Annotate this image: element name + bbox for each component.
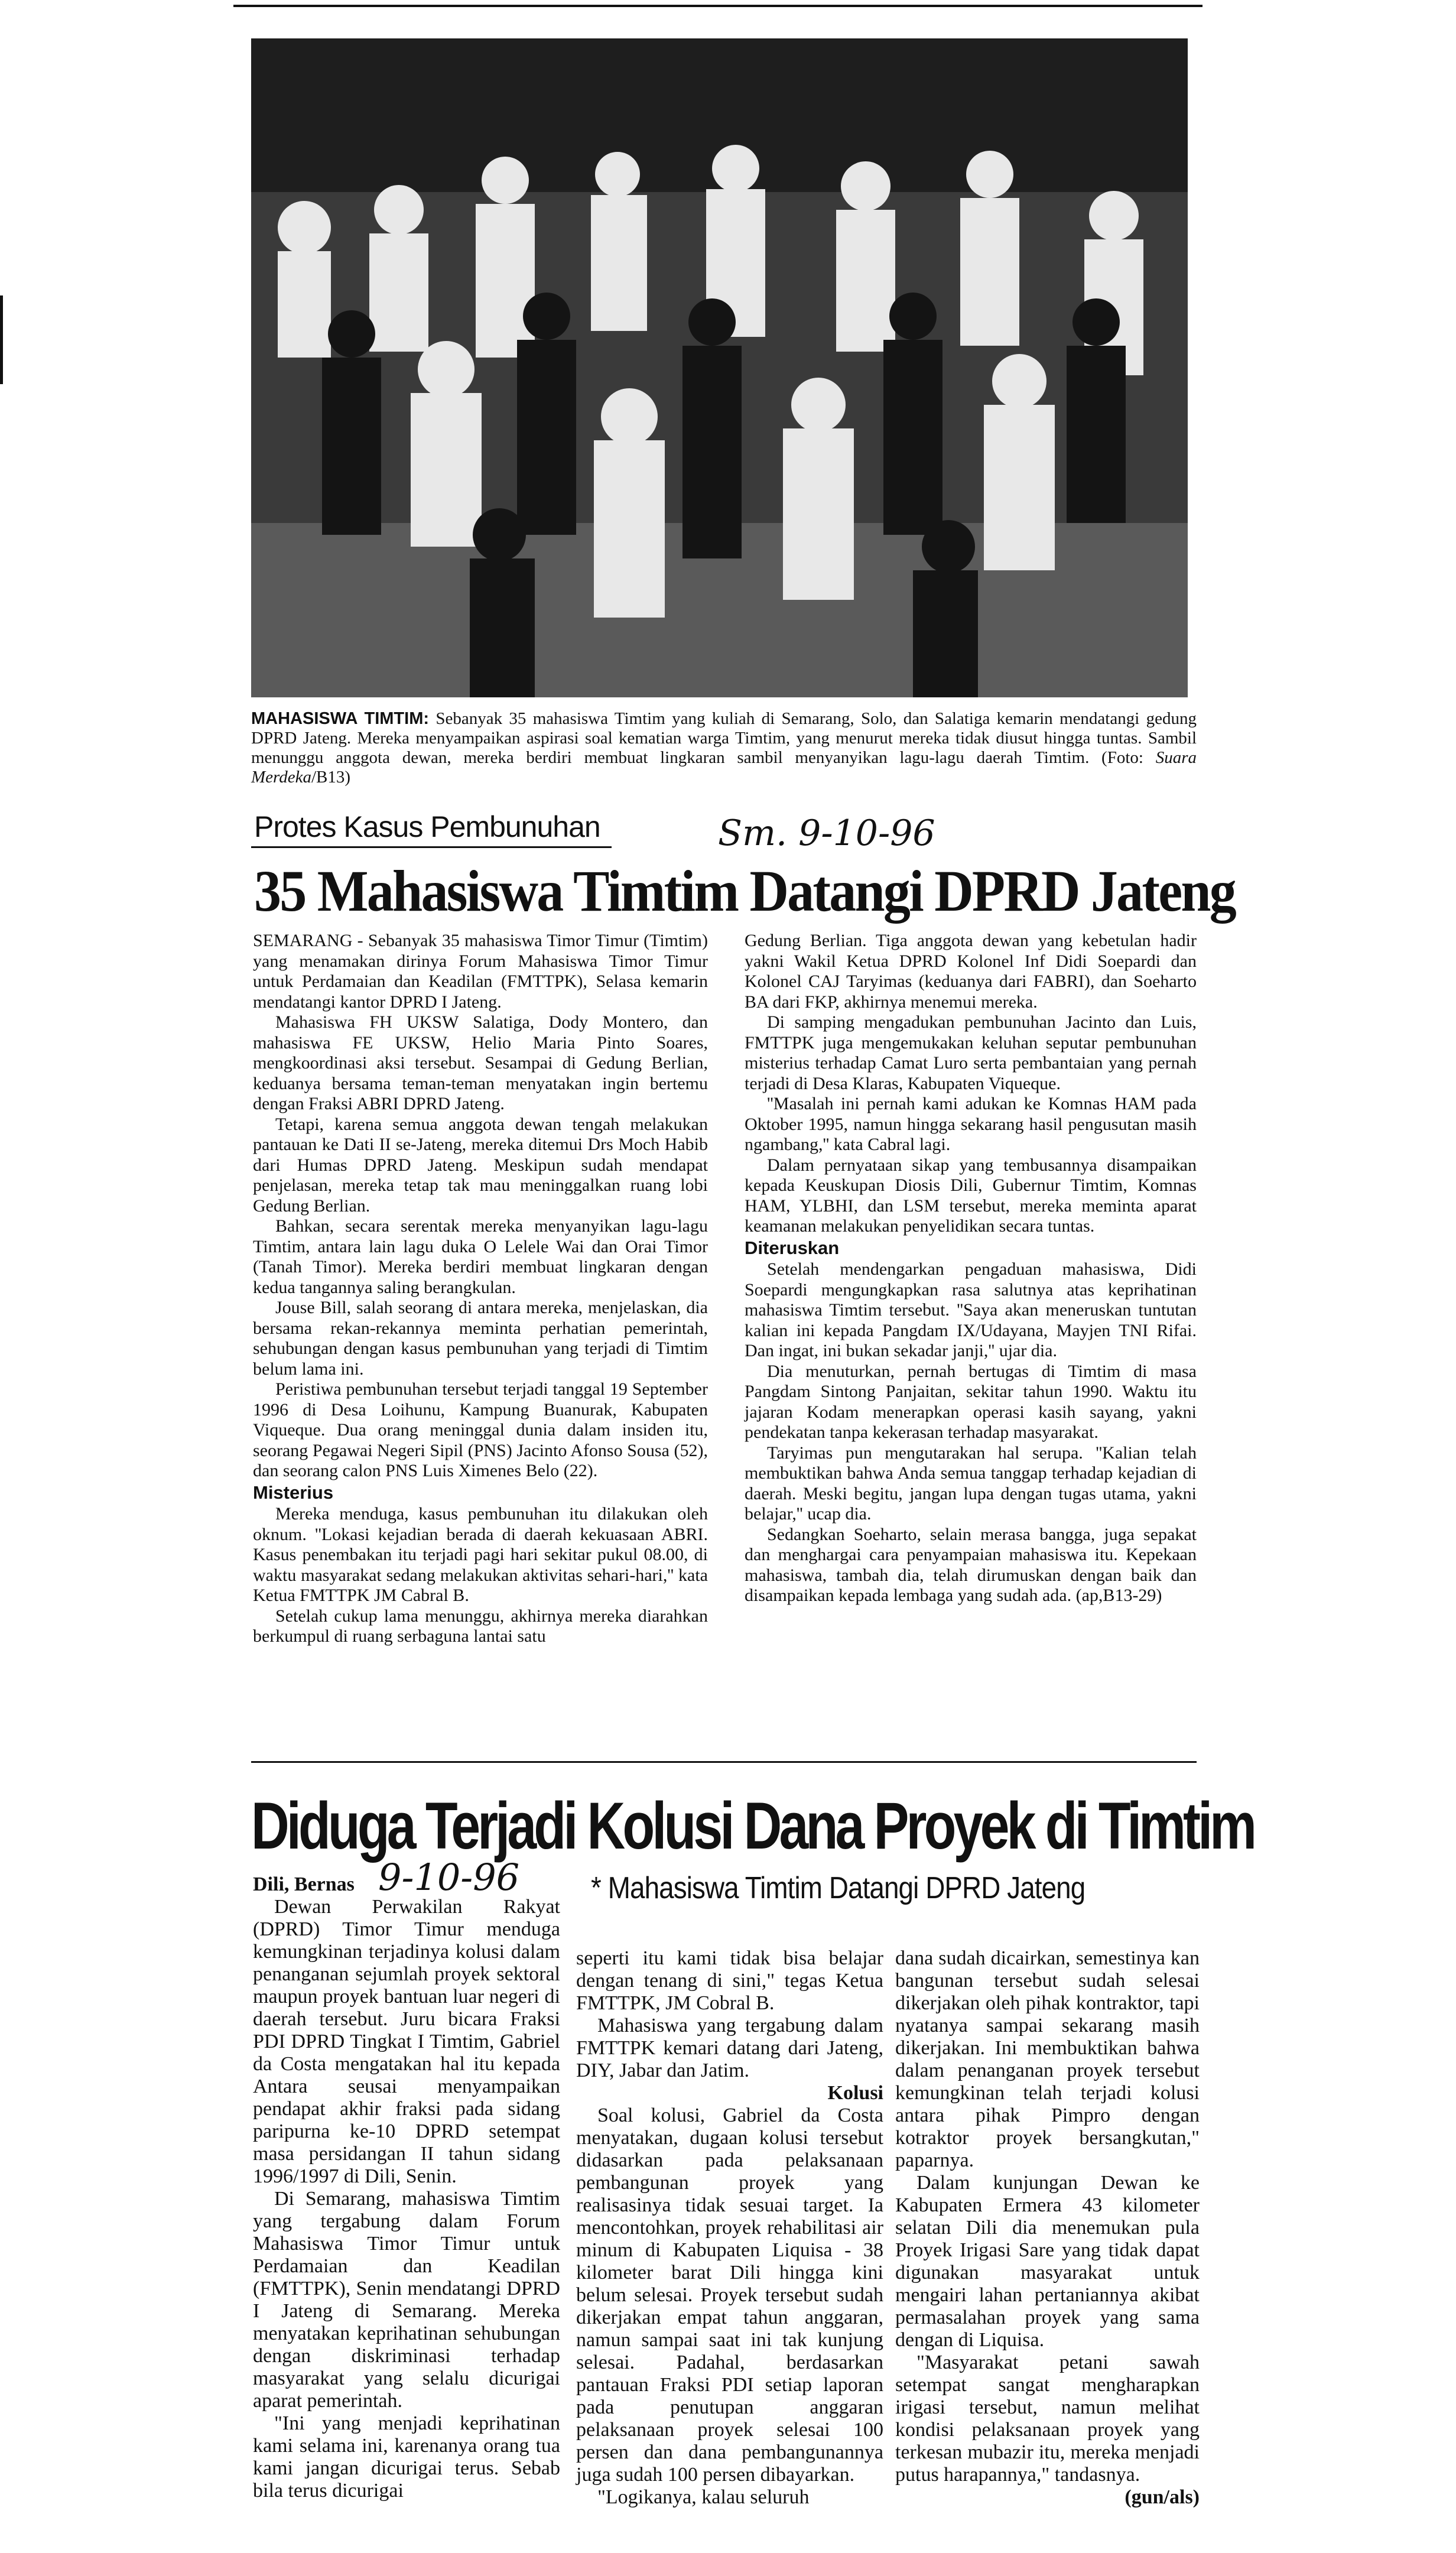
article2-headline: Diduga Terjadi Kolusi Dana Proyek di Timtim [251, 1789, 1254, 1863]
article2-subhead: * Mahasiswa Timtim Datangi DPRD Jateng [591, 1871, 1086, 1905]
caption-source: Suara Merdeka [251, 748, 1197, 787]
paragraph: Dalam pernyataan sikap yang tembusannya disampaikan kepada Keuskupan Diosis Dili, Gubernur Timtim, Komnas HAM, YLBHI, dan LSM tersebut, mereka meminta aparat keamanan melakukan penyelidikan secara tuntas. [745, 1155, 1197, 1236]
article1-kicker: Protes Kasus Pembunuhan [254, 810, 600, 843]
paragraph: Di Semarang, mahasiswa Timtim yang tergabung dalam Forum Mahasiswa Timor Timur untuk Perdamaian dan Keadilan (FMTTPK), Senin mendatangi DPRD I Jateng di Semarang. Mereka menyatakan keprihatinan sehubungan dengan diskriminasi terhadap masyarakat yang selalu dicurigai aparat pemerintah. [253, 2188, 560, 2412]
paragraph: Di samping mengadukan pembunuhan Jacinto dan Luis, FMTTPK juga mengemukakan keluhan seputar pembunuhan misterius terhadap Camat Luro serta pembantaian yang pernah terjadi di Desa Klaras, Kabupaten Viqueque. [745, 1012, 1197, 1093]
photo-crowd-image [251, 38, 1188, 697]
caption-text: Sebanyak 35 mahasiswa Timtim yang kuliah di Semarang, Solo, dan Salatiga kemarin mendatangi gedung DPRD Jateng. Mereka menyampaikan aspirasi soal kematian warga Timtim, yang menurut mereka tidak diusut hingga tuntas. Sambil menunggu anggota dewan, mereka berdiri membuat lingkaran sambil menyanyikan lagu-lagu daerah Timtim. (Foto: [251, 709, 1197, 767]
article2-column-2 [576, 1947, 883, 2509]
paragraph: dana sudah dicairkan, semestinya kan bangunan tersebut sudah selesai dikerjakan oleh pihak kontraktor, tapi nyatanya sampai sekarang masih dikerjakan. Ini membuktikan bahwa dalam penanganan proyek tersebut kemungkinan telah terjadi kolusi antara pihak Pimpro dengan kotraktor proyek bersangkutan," paparnya. [895, 1947, 1200, 2171]
paragraph: Mahasiswa yang tergabung dalam FMTTPK kemari datang dari Jateng, DIY, Jabar dan Jatim. [576, 2015, 883, 2081]
caption-code: /B13) [311, 768, 351, 787]
photo-caption [251, 709, 1197, 787]
paragraph: Dia menuturkan, pernah bertugas di Timtim di masa Pangdam Sintong Panjaitan, sekitar tahun 1990. Waktu itu jajaran Kodam menerapkan operasi kasih sayang, yakni pendekatan tanpa kekerasan terhadap masyarakat. [745, 1361, 1197, 1442]
paragraph: Mahasiswa FH UKSW Salatiga, Dody Montero, dan mahasiswa FE UKSW, Helio Maria Pinto Soares, mengkoordinasi aksi tersebut. Sesampai di Gedung Berlian, keduanya bersama teman-teman menyatakan ingin bertemu dengan Fraksi ABRI DPRD Jateng. [253, 1012, 708, 1113]
paragraph: seperti itu kami tidak bisa belajar dengan tenang di sini," tegas Ketua FMTTPK, JM Cobral B. [576, 1947, 883, 2014]
paragraph: Soal kolusi, Gabriel da Costa menyatakan, dugaan kolusi tersebut didasarkan pada pelaksanaan pembangunan proyek yang realisasinya tidak sesuai target. Ia mencontohkan, proyek rehabilitasi air minum di Kabupaten Liquisa - 38 kilometer barat Dili hingga kini belum selesai. Proyek tersebut sudah dikerjakan empat tahun anggaran, namun sampai saat ini tak kunjung selesai. Padahal, berdasarkan pantauan Fraksi PDI setiap laporan pada penutupan anggaran pelaksanaan proyek selesai 100 persen dan dana pembangunannya juga sudah 100 persen dibayarkan. [576, 2104, 883, 2486]
paragraph: Jouse Bill, salah seorang di antara mereka, menjelaskan, dia bersama rekan-rekannya meminta perhatian pemerintah, sehubungan dengan kasus pembunuhan yang terjadi di Timtim belum lama ini. [253, 1298, 708, 1379]
paragraph: ''Masalah ini pernah kami adukan ke Komnas HAM pada Oktober 1995, namun hingga sekarang hasil pengusutan masih ngambang,'' kata Cabral lagi. [745, 1094, 1197, 1154]
paragraph: Tetapi, karena semua anggota dewan tengah melakukan pantauan ke Dati II se-Jateng, mereka ditemui Drs Moch Habib dari Humas DPRD Jateng. Meskipun sudah mendapat penjelasan, mereka tetap tak mau meninggalkan ruang lobi Gedung Berlian. [253, 1114, 708, 1216]
news-photo [251, 38, 1188, 697]
caption-lead: MAHASISWA TIMTIM: [251, 709, 430, 728]
byline-code: (gun/als) [1124, 2486, 1200, 2508]
article1-headline: 35 Mahasiswa Timtim Datangi DPRD Jateng [254, 858, 1235, 924]
subheading-kolusi: Kolusi [827, 2082, 883, 2104]
paragraph: Sedangkan Soeharto, selain merasa bangga, juga sepakat dan menghargai cara penyampaian mahasiswa itu. Kepekaan mahasiswa, tambah dia, telah dirumuskan dengan baik dan disampaikan kepada lembaga yang sudah ada. (ap,B13-29) [745, 1524, 1197, 1605]
paragraph: Dalam kunjungan Dewan ke Kabupaten Ermera 43 kilometer selatan Dili dia menemukan pula Proyek Irigasi Sare yang tidak dapat digunakan masyarakat untuk mengairi lahan pertaniannya akibat permasalahan proyek yang sama dengan di Liquisa. [895, 2172, 1200, 2351]
paragraph: SEMARANG - Sebanyak 35 mahasiswa Timor Timur (Timtim) yang menamakan dirinya Forum Mahasiswa Timor Timur untuk Perdamaian dan Keadilan (FMTTPK), Selasa kemarin mendatangi kantor DPRD I Jateng. [253, 931, 708, 1012]
subheading-diteruskan: Diteruskan [745, 1237, 840, 1258]
paragraph: Gedung Berlian. Tiga anggota dewan yang kebetulan hadir yakni Wakil Ketua DPRD Kolonel Inf Didi Soepardi dan Kolonel CAJ Taryimas (keduanya dari FABRI), dan Soeharto BA dari FKP, akhirnya menemui mereka. [745, 931, 1197, 1012]
paragraph: Peristiwa pembunuhan tersebut terjadi tanggal 19 September 1996 di Desa Loihunu, Kampung Buanurak, Kabupaten Viqueque. Dua orang meninggal dunia dalam insiden itu, seorang Pegawai Negeri Sipil (PNS) Jacinto Afonso Sousa (52), dan seorang calon PNS Luis Ximenes Belo (22). [253, 1379, 708, 1480]
left-scan-mark [0, 295, 3, 384]
paragraph: "Masyarakat petani sawah setempat sangat mengharapkan irigasi tersebut, namun melihat kondisi pelaksanaan proyek yang terkesan mubazir itu, mereka menjadi putus harapannya," tandasnya. [895, 2351, 1200, 2486]
paragraph: Mereka menduga, kasus pembunuhan itu dilakukan oleh oknum. ''Lokasi kejadian berada di daerah kekuasaan ABRI. Kasus penembakan itu terjadi pagi hari sekitar pukul 08.00, di waktu masyarakat sedang melakukan aktivitas sehari-hari,'' kata Ketua FMTTPK JM Cabral B. [253, 1504, 708, 1605]
article1-bottom-rule [251, 1761, 1197, 1763]
paragraph: Setelah mendengarkan pengaduan mahasiswa, Didi Soepardi mengungkapkan rasa salutnya atas keprihatinan mahasiswa Timtim tersebut. ''Saya akan meneruskan tuntutan kalian ini kepada Pangdam IX/Udayana, Mayjen TNI Rifai. Dan ingat, ini bukan sekadar janji,'' ujar dia. [745, 1259, 1197, 1360]
article1-column-2 [745, 931, 1197, 1606]
paragraph: "Logikanya, kalau seluruh [597, 2486, 810, 2508]
kicker-underline [251, 846, 612, 848]
top-rule [233, 5, 1202, 7]
paragraph: Setelah cukup lama menunggu, akhirnya mereka diarahkan berkumpul di ruang serbaguna lantai satu [253, 1606, 708, 1646]
paragraph: Taryimas pun mengutarakan hal serupa. ''Kalian telah membuktikan bahwa Anda semua tanggap terhadap kejadian di daerah. Meski begitu, jangan lupa dengan tugas utama, yakni belajar,'' ucap dia. [745, 1443, 1197, 1524]
article2-column-3 [895, 1947, 1200, 2509]
handwritten-date-1: Sm. 9-10-96 [718, 813, 935, 854]
article2-column-1 [253, 1873, 560, 2502]
handwritten-date-2: 9-10-96 [378, 1856, 520, 1899]
subheading-misterius: Misterius [253, 1482, 334, 1503]
article1-column-1 [253, 931, 708, 1647]
paragraph: Bahkan, secara serentak mereka menyanyikan lagu-lagu Timtim, antara lain lagu duka O Lelele Wai dan Orai Timor (Tanah Timor). Mereka berdiri membuat lingkaran dengan kedua tangannya saling berangkulan. [253, 1216, 708, 1297]
paragraph: "Ini yang menjadi keprihatinan kami selama ini, karenanya orang tua kami jangan dicurigai terus. Sebab bila terus dicurigai [253, 2412, 560, 2502]
dateline: Dili, Bernas [253, 1873, 355, 1895]
paragraph: Dewan Perwakilan Rakyat (DPRD) Timor Timur menduga kemungkinan terjadinya kolusi dalam penanganan sejumlah proyek sektoral maupun proyek bantuan luar negeri di daerah tersebut. Juru bicara Fraksi PDI DPRD Tingkat I Timtim, Gabriel da Costa mengatakan hal itu kepada Antara seusai menyampaikan pendapat akhir fraksi pada sidang paripurna ke-10 DPRD setempat masa persidangan II tahun sidang 1996/1997 di Dili, Senin. [253, 1896, 560, 2187]
